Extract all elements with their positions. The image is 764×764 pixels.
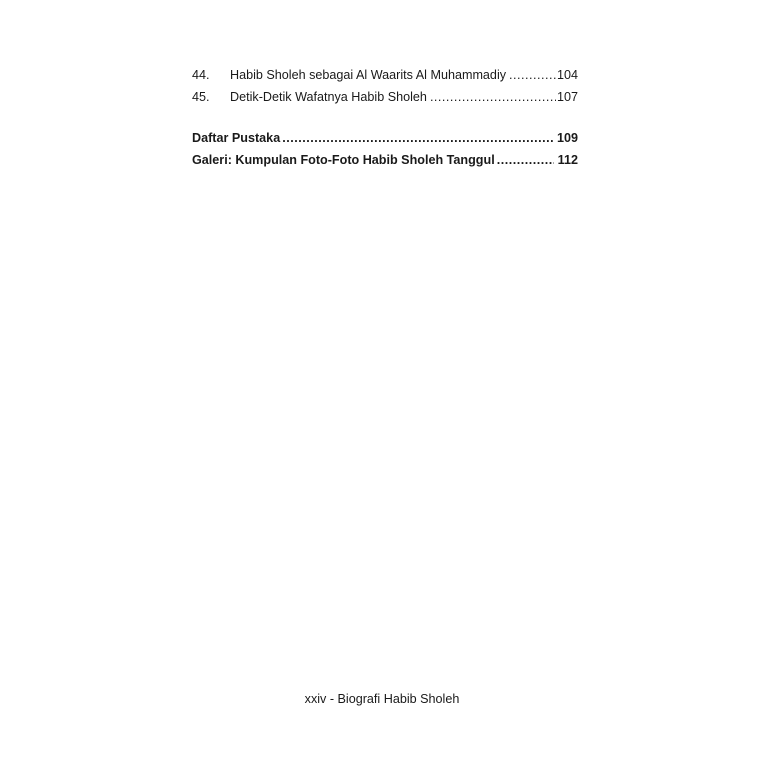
toc-entry-title: Detik-Detik Wafatnya Habib Sholeh	[230, 90, 427, 104]
toc-entry-page: 107	[556, 90, 578, 104]
toc-entry-44[interactable]	[192, 64, 578, 86]
toc-entry-daftar-pustaka[interactable]	[192, 127, 578, 149]
toc-entry-galeri[interactable]	[192, 149, 578, 171]
toc-entry-title: Habib Sholeh sebagai Al Waarits Al Muhammadiy	[230, 68, 507, 82]
toc-entry-title: Daftar Pustaka	[192, 131, 281, 145]
section-gap	[192, 108, 578, 127]
toc-entry-45[interactable]	[192, 86, 578, 108]
toc-entry-number: 44.	[192, 68, 210, 82]
dot-leader	[430, 86, 556, 108]
toc-entry-title: Galeri: Kumpulan Foto-Foto Habib Sholeh Tanggul	[192, 153, 495, 167]
toc-entry-page: 112	[557, 153, 578, 167]
dot-leader	[497, 149, 554, 171]
table-of-contents	[192, 64, 578, 171]
dot-leader	[509, 64, 556, 86]
dot-leader	[282, 127, 553, 149]
toc-entry-page: 109	[556, 131, 578, 145]
toc-entry-number: 45.	[192, 90, 210, 104]
toc-entry-page: 104	[556, 68, 578, 82]
page-footer: xxiv - Biografi Habib Sholeh	[304, 692, 460, 706]
